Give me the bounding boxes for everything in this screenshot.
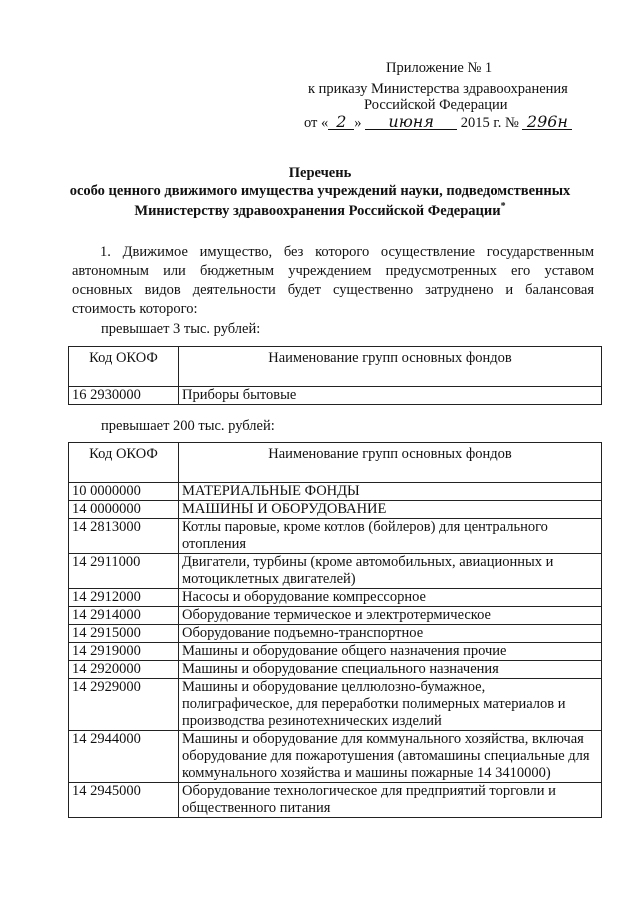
- table-row: [69, 607, 602, 625]
- appendix-order-ref: к приказу Министерства здравоохранения: [308, 81, 568, 97]
- footnote-mark: *: [500, 201, 506, 212]
- subtitle-text: Министерству здравоохранения Российской Федерации: [134, 202, 501, 219]
- document-subtitle-line1: особо ценного движимого имущества учреждений науки, подведомственных: [69, 183, 571, 199]
- okof-code-cell: 14 2945000: [69, 783, 179, 818]
- group-name-cell: Двигатели, турбины (кроме автомобильных, авиационных и мотоциклетных двигателей): [179, 554, 602, 589]
- okof-code-cell: 14 2914000: [69, 607, 179, 625]
- handwritten-day: 2: [328, 114, 354, 130]
- table-row: [69, 554, 602, 589]
- okof-code-cell: 14 0000000: [69, 501, 179, 519]
- group-name-cell: Оборудование термическое и электротермическое: [179, 607, 602, 625]
- table-row: [69, 501, 602, 519]
- appendix-number: Приложение № 1: [386, 60, 493, 76]
- group-name-cell: МАТЕРИАЛЬНЫЕ ФОНДЫ: [179, 483, 602, 501]
- table-row: [69, 589, 602, 607]
- header-name: Наименование групп основных фондов: [179, 347, 602, 387]
- group-name-cell: Машины и оборудование целлюлозно-бумажное, полиграфическое, для переработки полимерных материалов и производства резинотехнических изделий: [179, 679, 602, 731]
- header-name: Наименование групп основных фондов: [179, 443, 602, 483]
- group-name-cell: Машины и оборудование общего назначения прочие: [179, 643, 602, 661]
- section2-caption: превышает 200 тыс. рублей:: [101, 418, 275, 434]
- table-row: [69, 661, 602, 679]
- table-row: [69, 625, 602, 643]
- okof-code-cell: 14 2929000: [69, 679, 179, 731]
- okof-code-cell: 14 2919000: [69, 643, 179, 661]
- date-year: 2015 г. №: [460, 115, 519, 131]
- group-name-cell: Оборудование подъемно-транспортное: [179, 625, 602, 643]
- handwritten-month: июня: [365, 114, 457, 130]
- header-code: Код ОКОФ: [69, 443, 179, 483]
- clause-1-text: 1. Движимое имущество, без которого осуществление государственным автономным или бюджетным учреждением предусмотренных его уставом основных видов деятельности будет существенно затруднено и балансовая стоимость которого:: [72, 244, 594, 317]
- table-header-row: [69, 347, 602, 387]
- section1-caption: превышает 3 тыс. рублей:: [101, 321, 261, 337]
- okof-code-cell: 14 2944000: [69, 731, 179, 783]
- section2-table: [68, 442, 602, 818]
- group-name-cell: МАШИНЫ И ОБОРУДОВАНИЕ: [179, 501, 602, 519]
- group-name-cell: Насосы и оборудование компрессорное: [179, 589, 602, 607]
- okof-code-cell: 10 0000000: [69, 483, 179, 501]
- group-name-cell: Оборудование технологическое для предприятий торговли и общественного питания: [179, 783, 602, 818]
- okof-code-cell: 14 2915000: [69, 625, 179, 643]
- document-title: Перечень: [288, 165, 352, 181]
- appendix-ministry: Российской Федерации: [364, 97, 508, 113]
- section1-table: [68, 346, 602, 405]
- date-prefix: от «: [304, 115, 329, 131]
- table-row: [69, 731, 602, 783]
- okof-code-cell: 14 2912000: [69, 589, 179, 607]
- table-row: [69, 643, 602, 661]
- appendix-date-line: [304, 113, 572, 134]
- document-subtitle-line2: [0, 201, 640, 220]
- header-code: Код ОКОФ: [69, 347, 179, 387]
- table-row: [69, 483, 602, 501]
- table-row: [69, 679, 602, 731]
- handwritten-order-number: 296н: [522, 114, 572, 130]
- date-mid: »: [354, 115, 362, 131]
- okof-code-cell: 16 2930000: [69, 387, 179, 405]
- table-row: [69, 519, 602, 554]
- table-row: [69, 783, 602, 818]
- table-header-row: [69, 443, 602, 483]
- okof-code-cell: 14 2920000: [69, 661, 179, 679]
- group-name-cell: Машины и оборудование для коммунального хозяйства, включая оборудование для пожаротушения (автомашины специальные для коммунального хозяйства и машины пожарные 14 3410000): [179, 731, 602, 783]
- group-name-cell: Машины и оборудование специального назначения: [179, 661, 602, 679]
- table-row: [69, 387, 602, 405]
- okof-code-cell: 14 2911000: [69, 554, 179, 589]
- okof-code-cell: 14 2813000: [69, 519, 179, 554]
- group-name-cell: Приборы бытовые: [179, 387, 602, 405]
- group-name-cell: Котлы паровые, кроме котлов (бойлеров) для центрального отопления: [179, 519, 602, 554]
